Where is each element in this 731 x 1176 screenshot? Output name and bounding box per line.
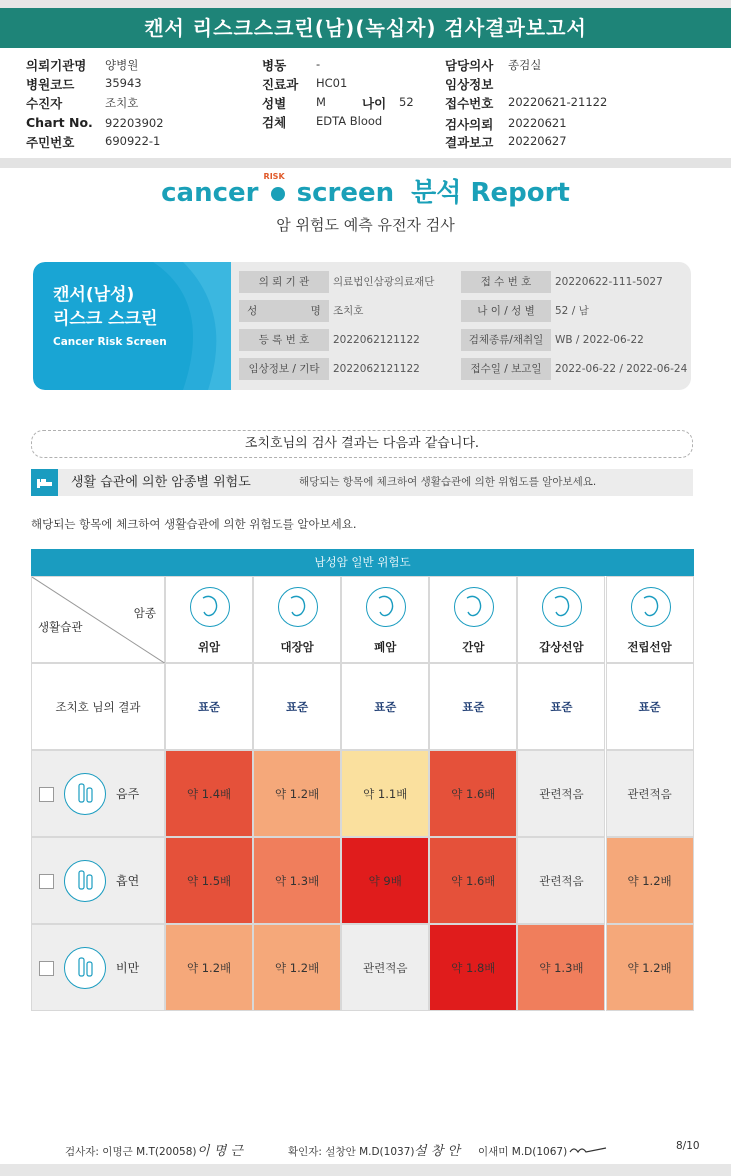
card-key: 검체종류/채취일 (461, 329, 551, 351)
header-info (0, 52, 731, 152)
logo-dot-icon (271, 187, 285, 201)
risk-cell: 약 1.6배 (429, 750, 517, 837)
header-value: 조치호 (105, 96, 139, 110)
table-corner-cell (31, 576, 165, 663)
section-note: 해당되는 항목에 체크하여 생활습관에 의한 위험도를 알아보세요. (299, 476, 597, 488)
card-key: 임상정보 / 기타 (239, 358, 329, 380)
header-label: 검체 (262, 115, 287, 130)
result-cell: 표준 (341, 663, 429, 750)
header-value: M (316, 95, 326, 109)
card-title-line1: 캔서(남성) (53, 285, 135, 305)
confirmer-label: 확인자: 설창안 M.D(1037) (288, 1146, 415, 1158)
risk-cell: 관련적음 (341, 924, 429, 1011)
card-value: 의료법인삼광의료재단 (333, 276, 435, 288)
logo-text-report: 분석 Report (411, 178, 570, 208)
confirmer2-label: 이새미 M.D(1067) (478, 1146, 568, 1158)
cancer-label: 간암 (462, 640, 485, 654)
risk-table (31, 549, 694, 1011)
card-value: 2022062121122 (333, 363, 420, 375)
card-value: 조치호 (333, 305, 364, 317)
header-label: 나이 (362, 96, 387, 111)
instruction-text: 해당되는 항목에 체크하여 생활습관에 의한 위험도를 알아보세요. (31, 517, 357, 531)
result-cell: 표준 (606, 663, 694, 750)
risk-cell: 관련적음 (517, 837, 605, 924)
card-title-en: Cancer Risk Screen (53, 336, 167, 348)
bed-icon (31, 469, 58, 496)
liver-icon (454, 587, 494, 627)
risk-cell: 약 1.6배 (429, 837, 517, 924)
thyroid-icon (542, 587, 582, 627)
cancer-header-cell (606, 576, 694, 663)
risk-cell: 약 9배 (341, 837, 429, 924)
stomach-icon (190, 587, 230, 627)
footer (0, 1140, 731, 1164)
header-value: EDTA Blood (316, 114, 383, 128)
card-row (239, 358, 688, 380)
header-label: 수진자 (26, 96, 63, 111)
risk-cell: 약 1.4배 (165, 750, 253, 837)
card-value: 2022062121122 (333, 334, 420, 346)
tester-label: 검사자: 이명근 M.T(20058) (65, 1146, 197, 1158)
header-value: 20220621-21122 (508, 95, 608, 109)
logo-text-cancer: cancer (161, 178, 259, 208)
header-label: 결과보고 (445, 135, 494, 150)
habit-checkbox[interactable] (39, 874, 54, 889)
report-title: 캔서 리스크스크린(남)(녹십자) 검사결과보고서 (0, 8, 731, 48)
risk-cell: 약 1.1배 (341, 750, 429, 837)
header-label: 검사의뢰 (445, 117, 494, 132)
alcohol-icon (64, 773, 106, 815)
card-key: 접수일 / 보고일 (461, 358, 551, 380)
card-value: WB / 2022-06-22 (555, 334, 644, 346)
corner-cancer-label: 암종 (133, 606, 156, 620)
card-key: 의 뢰 기 관 (239, 271, 329, 293)
result-row-label: 조치호 님의 결과 (31, 663, 165, 750)
card-key: 나 이 / 성 별 (461, 300, 551, 322)
header-value: - (316, 57, 321, 71)
risk-cell: 관련적음 (606, 750, 694, 837)
cancer-header-cell (165, 576, 253, 663)
header-value: 690922-1 (105, 134, 161, 148)
cancer-label: 전립선암 (627, 640, 672, 654)
risk-cell: 약 1.8배 (429, 924, 517, 1011)
header-label: 주민번호 (26, 135, 75, 150)
top-band (0, 0, 731, 8)
card-row (239, 271, 683, 293)
habit-checkbox[interactable] (39, 961, 54, 976)
cancer-header-cell (429, 576, 517, 663)
header-label: 병동 (262, 58, 287, 73)
header-value: 52 (399, 95, 414, 109)
header-label: 임상정보 (445, 77, 494, 92)
header-label: 성별 (262, 96, 287, 111)
result-cell: 표준 (517, 663, 605, 750)
cancer-header-cell (253, 576, 341, 663)
obesity-icon (64, 947, 106, 989)
card-brand-panel (33, 262, 231, 390)
habit-row-header (31, 750, 165, 837)
header-value: 양병원 (105, 58, 139, 72)
header-value: 20220627 (508, 134, 567, 148)
card-row (239, 300, 683, 322)
card-row (239, 329, 683, 351)
header-label: 담당의사 (445, 58, 494, 73)
risk-mark (263, 172, 288, 208)
header-value: 종검실 (508, 58, 542, 72)
header-value: 35943 (105, 76, 142, 90)
page-number: 8/10 (676, 1140, 700, 1152)
corner-habit-label: 생활습관 (38, 620, 83, 634)
header-label: 진료과 (262, 77, 299, 92)
result-cell: 표준 (253, 663, 341, 750)
habit-checkbox[interactable] (39, 787, 54, 802)
result-cell: 표준 (165, 663, 253, 750)
greeting-banner: 조치호님의 검사 결과는 다음과 같습니다. (31, 430, 693, 458)
risk-cell: 약 1.2배 (606, 924, 694, 1011)
card-value: 52 / 남 (555, 305, 589, 317)
table-heading: 남성암 일반 위험도 (31, 549, 694, 576)
risk-cell: 약 1.5배 (165, 837, 253, 924)
habit-row-header (31, 837, 165, 924)
section-title: 생활 습관에 의한 암종별 위험도 (71, 475, 251, 490)
card-value: 2022-06-22 / 2022-06-24 (555, 363, 688, 375)
bottom-band (0, 1164, 731, 1176)
risk-cell: 약 1.3배 (517, 924, 605, 1011)
header-value: HC01 (316, 76, 348, 90)
colon-icon (278, 587, 318, 627)
smoking-icon (64, 860, 106, 902)
cancer-label: 대장암 (280, 640, 314, 654)
cancer-header-cell (341, 576, 429, 663)
risk-cell: 약 1.2배 (165, 924, 253, 1011)
cancer-label: 폐암 (374, 640, 397, 654)
header-label: 접수번호 (445, 96, 494, 111)
confirmer2-signature-icon (568, 1144, 608, 1156)
cancer-header-cell (517, 576, 605, 663)
card-title-line2: 리스크 스크린 (53, 309, 158, 329)
card-key: 성 명 (239, 300, 329, 322)
habit-label: 음주 (116, 787, 140, 801)
risk-cell: 약 1.3배 (253, 837, 341, 924)
cancer-screen-logo (0, 172, 731, 212)
cancer-label: 위암 (197, 640, 221, 654)
header-value: 92203902 (105, 116, 164, 130)
habit-label: 흡연 (116, 874, 140, 888)
habit-row-header (31, 924, 165, 1011)
page-subtitle: 암 위험도 예측 유전자 검사 (276, 216, 455, 234)
lung-icon (366, 587, 406, 627)
risk-cell: 약 1.2배 (253, 750, 341, 837)
header-value: 20220621 (508, 116, 567, 130)
patient-info-card (33, 262, 691, 390)
risk-cell: 약 1.2배 (253, 924, 341, 1011)
header-label: 병원코드 (26, 77, 75, 92)
risk-cell: 관련적음 (517, 750, 605, 837)
prostate-icon (631, 587, 671, 627)
card-value: 20220622-111-5027 (555, 276, 663, 288)
logo-text-screen: screen (296, 178, 395, 208)
risk-cell: 약 1.2배 (606, 837, 694, 924)
tester-signature: 이 명 근 (197, 1144, 243, 1159)
logo-risk-text: RISK (263, 172, 285, 181)
habit-label: 비만 (116, 961, 140, 975)
result-cell: 표준 (429, 663, 517, 750)
card-key: 등 록 번 호 (239, 329, 329, 351)
header-label: Chart No. (26, 115, 93, 130)
card-key: 접 수 번 호 (461, 271, 551, 293)
section-header (31, 469, 693, 496)
confirmer-signature: 설 창 안 (414, 1144, 460, 1159)
header-label: 의뢰기관명 (26, 58, 87, 73)
separator-band (0, 158, 731, 168)
cancer-label: 갑상선암 (539, 640, 584, 654)
